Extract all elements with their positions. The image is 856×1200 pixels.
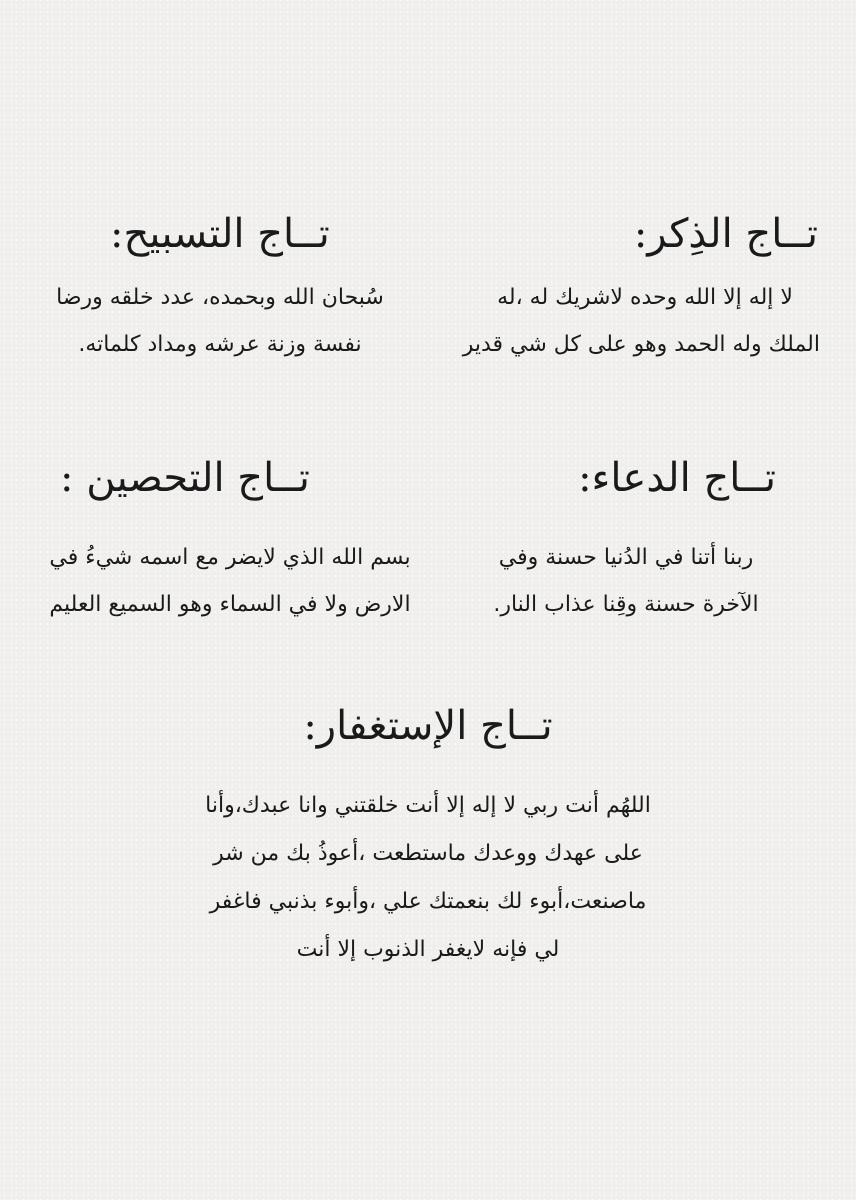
text-line: الارض ولا في السماء وهو السميع العليم bbox=[49, 592, 411, 617]
section-title-dua: تــاج الدعاء: bbox=[578, 455, 776, 501]
section-taj-dhikr bbox=[462, 208, 820, 368]
section-body-tahseen bbox=[30, 534, 430, 628]
section-title-tasbih: تــاج التسبيح: bbox=[110, 211, 330, 257]
text-line: على عهدك ووعدك ماستطعت ،أعوذُ بك من شر bbox=[213, 841, 643, 866]
text-line: الملك وله الحمد وهو على كل شي قدير bbox=[462, 332, 820, 357]
text-line: اللهُم أنت ربي لا إله إلا أنت خلقتني وانا عبدك،وأنا bbox=[205, 793, 651, 818]
section-body-istighfar bbox=[200, 782, 656, 974]
text-line: نفسة وزنة عرشه ومداد كلماته. bbox=[78, 332, 362, 357]
section-body-dhikr bbox=[462, 274, 820, 368]
section-taj-dua bbox=[466, 452, 786, 628]
section-taj-tahseen bbox=[30, 452, 430, 628]
text-line: الآخرة حسنة وقِنا عذاب النار. bbox=[493, 592, 759, 617]
section-body-tasbih bbox=[30, 274, 410, 368]
section-title-tahseen: تــاج التحصين : bbox=[60, 455, 310, 501]
section-title-dhikr: تــاج الذِكر: bbox=[633, 211, 818, 257]
section-body-dua bbox=[466, 534, 786, 628]
text-line: سُبحان الله وبحمده، عدد خلقه ورضا bbox=[56, 285, 384, 310]
text-line: ماصنعت،أبوء لك بنعمتك علي ،وأبوء بذنبي فاغفر bbox=[209, 889, 647, 914]
section-taj-tasbih bbox=[30, 208, 410, 368]
text-line: لي فإنه لايغفر الذنوب إلا أنت bbox=[296, 937, 560, 962]
section-taj-istighfar bbox=[200, 700, 656, 974]
text-line: بسم الله الذي لايضر مع اسمه شيءُ في bbox=[49, 545, 411, 570]
text-line: لا إله إلا الله وحده لاشريك له ،له bbox=[497, 285, 793, 310]
section-title-istighfar: تــاج الإستغفار: bbox=[303, 703, 553, 749]
text-line: ربنا أتنا في الدُنيا حسنة وفي bbox=[498, 545, 754, 570]
